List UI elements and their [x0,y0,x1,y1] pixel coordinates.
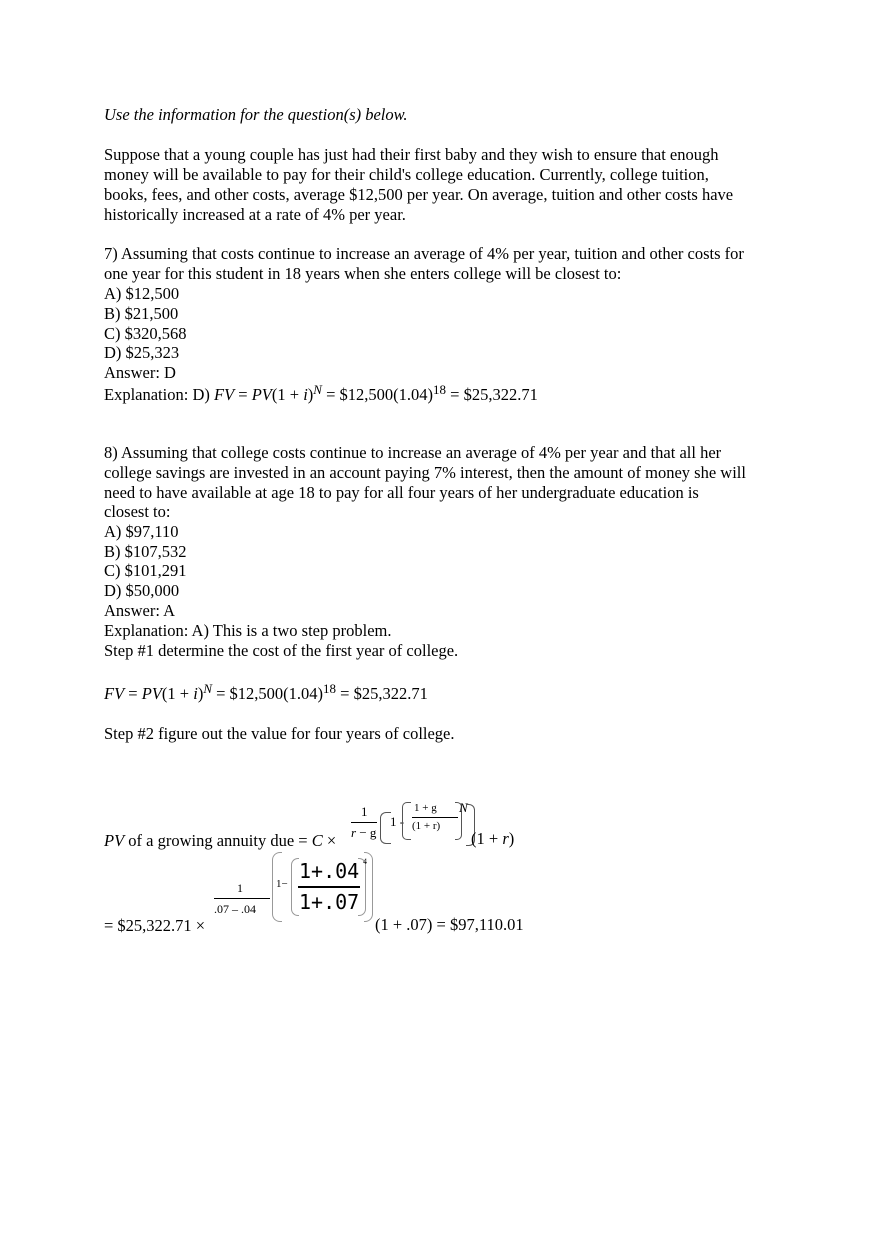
q8-step1: Step #1 determine the cost of the first year of college. [104,641,459,660]
scenario-line: money will be available to pay for their child's college education. Currently, college tuition, [104,165,709,184]
scenario-line: Suppose that a young couple has just had their first baby and they wish to ensure that enough [104,145,719,164]
annuity-inner-num: 1 + g [414,802,437,814]
q8-explanation: Explanation: A) This is a two step problem. [104,621,392,640]
annuity-label: PV of a growing annuity due = C × [104,831,337,850]
q7-option-c: C) $320,568 [104,324,187,343]
q8-option-b: B) $107,532 [104,542,187,561]
q7-stem: one year for this student in 18 years when she enters college will be closest to: [104,264,622,283]
calc-frac-num: 1 [237,881,243,895]
calc-one-minus: 1− [276,878,288,890]
info-heading: Use the information for the question(s) below. [104,105,408,124]
q8-answer: Answer: A [104,601,176,620]
q8-option-c: C) $101,291 [104,561,187,580]
calc-tail: (1 + .07) = $97,110.01 [375,915,524,934]
q7-option-a: A) $12,500 [104,284,180,303]
calc-prefix: = $25,322.71 × [104,916,206,935]
annuity-frac-den: r − g [351,825,377,840]
q8-option-d: D) $50,000 [104,581,180,600]
q7-option-d: D) $25,323 [104,343,180,362]
scenario-line: historically increased at a rate of 4% per year. [104,205,406,224]
calc-exp: 4 [363,857,367,866]
q8-stem: closest to: [104,502,171,521]
q7-answer: Answer: D [104,363,176,382]
calc-frac-den: .07 – .04 [214,902,256,916]
q7-explanation: Explanation: D) FV = $PV(1 + i)^N$ = $\$12,500(1.04)^{18}$ = $25,322.71 [104,382,538,404]
annuity-exp-n: N [459,800,468,815]
annuity-tail: (1 + r) [471,829,515,848]
q8-stem: college savings are invested in an account paying 7% interest, then the amount of money she will [104,463,746,482]
calc-inner-num: 1+.04 [299,859,360,883]
calc-inner-den: 1+.07 [299,890,360,914]
q8-option-a: A) $97,110 [104,522,179,541]
annuity-one-minus: 1 - [390,814,405,829]
scenario-line: books, fees, and other costs, average $12,500 per year. On average, tuition and other costs have [104,185,734,204]
q8-step2: Step #2 figure out the value for four years of college. [104,724,455,743]
annuity-frac-num: 1 [361,804,368,819]
q7-stem: 7) Assuming that costs continue to increase an average of 4% per year, tuition and other costs for [104,244,744,263]
annuity-inner-den: (1 + r) [412,820,441,832]
q7-option-b: B) $21,500 [104,304,179,323]
q8-fv-equation: FV = $PV(1 + i)^N$ = $\$12,500(1.04)^{18}$ = $25,322.71 [104,681,428,703]
q8-stem: 8) Assuming that college costs continue to increase an average of 4% per year and that all her [104,443,722,462]
q8-stem: need to have available at age 18 to pay for all four years of her undergraduate education is [104,483,699,502]
